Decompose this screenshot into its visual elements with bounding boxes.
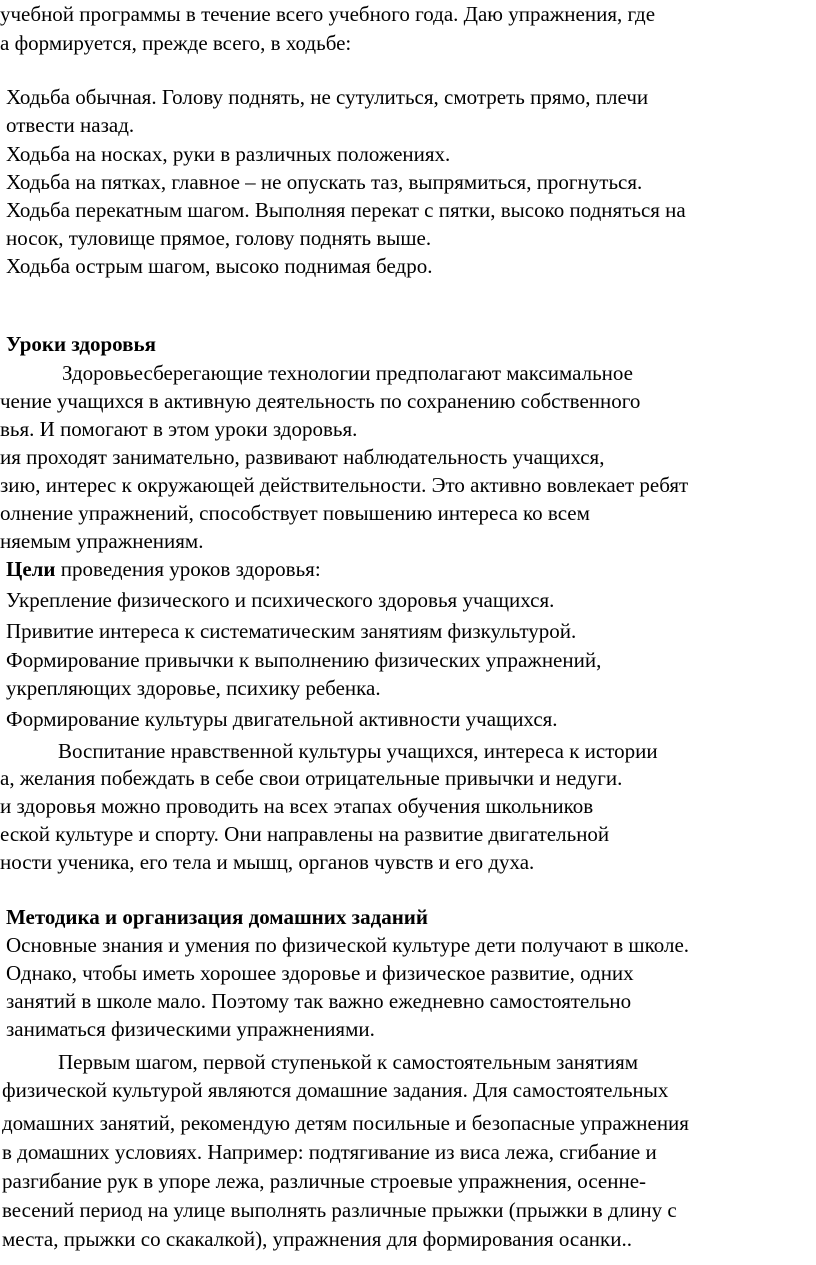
- text-line: Здоровьесберегающие технологии предполагают максимальное: [62, 361, 633, 385]
- text-line: вья. И помогают в этом уроки здоровья.: [0, 417, 358, 441]
- list-item: Ходьба на носках, руки в различных положениях.: [6, 142, 451, 166]
- text-line: домашних занятий, рекомендую детям посильные и безопасные упражнения: [2, 1111, 689, 1135]
- list-item: Формирование культуры двигательной активности учащихся.: [6, 707, 558, 731]
- text-line: еской культуре и спорту. Они направлены на развитие двигательной: [0, 822, 610, 846]
- goals-intro-text: проведения уроков здоровья:: [55, 557, 321, 581]
- list-item: Ходьба обычная. Голову поднять, не сутулиться, смотреть прямо, плечи: [6, 85, 649, 109]
- list-item: Ходьба перекатным шагом. Выполняя перекат с пятки, высоко подняться на: [6, 198, 686, 222]
- goals-label: Цели: [6, 557, 56, 581]
- list-item: Формирование привычки к выполнению физических упражнений,: [6, 648, 602, 672]
- text-line: няемым упражнениям.: [0, 529, 204, 553]
- text-line: в домашних условиях. Например: подтягивание из виса лежа, сгибание и: [2, 1140, 657, 1164]
- text-line: Однако, чтобы иметь хорошее здоровье и физическое развитие, одних: [6, 961, 634, 985]
- list-item: Ходьба на пятках, главное – не опускать таз, выпрямиться, прогнуться.: [6, 170, 643, 194]
- text-line: Воспитание нравственной культуры учащихся, интереса к истории: [58, 739, 658, 763]
- text-line: зию, интерес к окружающей действительности. Это активно вовлекает ребят: [0, 473, 689, 497]
- goals-intro: [6, 556, 321, 582]
- text-line: физической культурой являются домашние задания. Для самостоятельных: [2, 1078, 669, 1102]
- text-line: заниматься физическими упражнениями.: [6, 1017, 375, 1041]
- text-line: Первым шагом, первой ступенькой к самостоятельным занятиям: [58, 1050, 639, 1074]
- list-item: Привитие интереса к систематическим занятиям физкультурой.: [6, 619, 577, 643]
- text-line: а формируется, прежде всего, в ходьбе:: [0, 31, 352, 55]
- text-line: и здоровья можно проводить на всех этапах обучения школьников: [0, 794, 594, 818]
- list-item-continuation: отвести назад.: [6, 113, 135, 137]
- text-line: учебной программы в течение всего учебного года. Даю упражнения, где: [0, 2, 656, 26]
- text-line: весений период на улице выполнять различные прыжки (прыжки в длину с: [2, 1198, 677, 1222]
- list-item: Укрепление физического и психического здоровья учащихся.: [6, 588, 555, 612]
- text-line: ности ученика, его тела и мышц, органов чувств и его духа.: [0, 850, 535, 874]
- text-line: места, прыжки со скакалкой), упражнения для формирования осанки..: [2, 1227, 632, 1251]
- list-item-continuation: носок, туловище прямое, голову поднять выше.: [6, 226, 432, 250]
- text-line: а, желания побеждать в себе свои отрицательные привычки и недуги.: [0, 766, 623, 790]
- section-heading: Методика и организация домашних заданий: [6, 905, 428, 929]
- text-line: занятий в школе мало. Поэтому так важно ежедневно самостоятельно: [6, 989, 632, 1013]
- section-heading: Уроки здоровья: [6, 332, 156, 356]
- list-item: Ходьба острым шагом, высоко поднимая бедро.: [6, 254, 433, 278]
- text-line: чение учащихся в активную деятельность по сохранению собственного: [0, 389, 641, 413]
- text-line: разгибание рук в упоре лежа, различные строевые упражнения, осенне-: [2, 1169, 647, 1193]
- text-line: ия проходят занимательно, развивают наблюдательность учащихся,: [0, 445, 605, 469]
- text-line: олнение упражнений, способствует повышению интереса ко всем: [0, 501, 590, 525]
- text-line: Основные знания и умения по физической культуре дети получают в школе.: [6, 933, 690, 957]
- list-item-continuation: укрепляющих здоровье, психику ребенка.: [6, 676, 381, 700]
